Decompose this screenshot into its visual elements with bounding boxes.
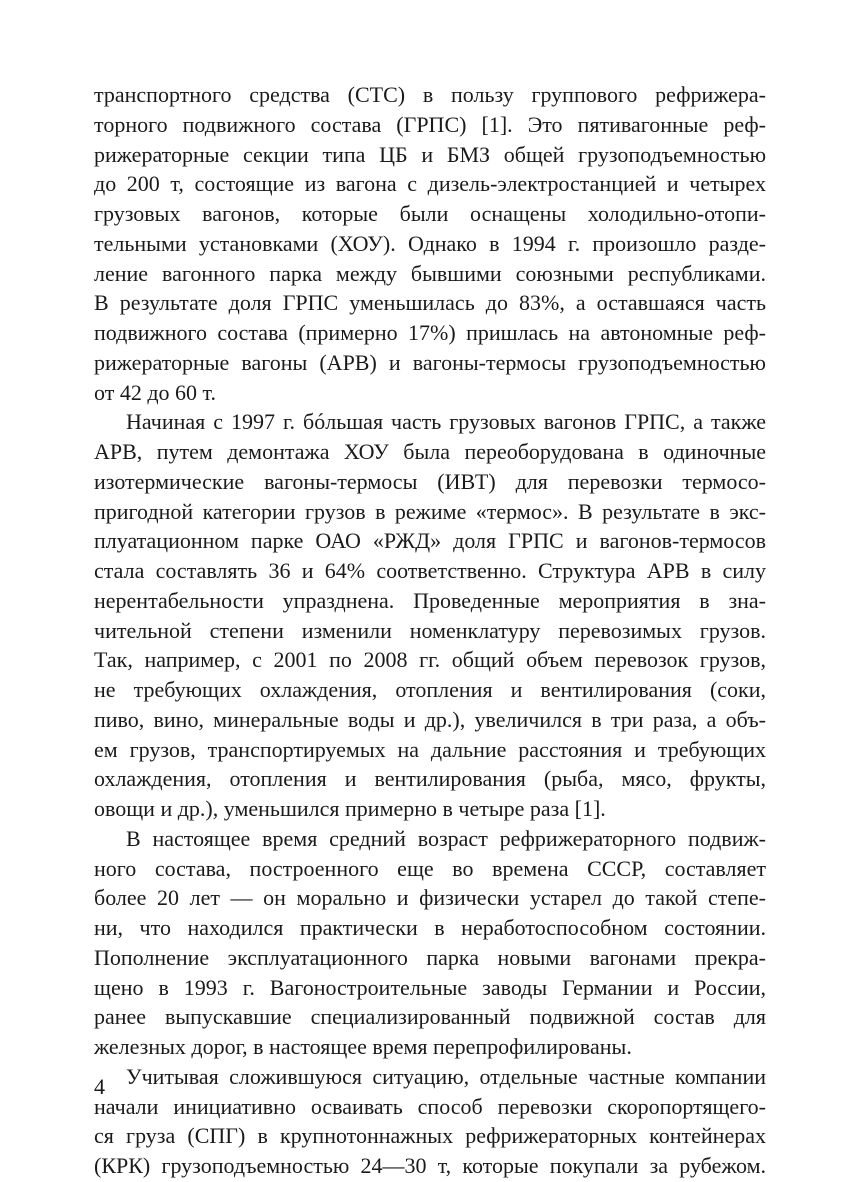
paragraph xyxy=(94,407,766,824)
text-line: пиво, вино, минеральные воды и др.), увеличился в три раза, а объ- xyxy=(94,706,766,732)
text-line: (КРК) грузоподъемностью 24—30 т, которые покупали за рубежом. xyxy=(94,1153,766,1178)
text-line: железных дорог, в настоящее время перепрофилированы. xyxy=(94,1034,632,1059)
text-line: ление вагонного парка между бывшими союзными республиками. xyxy=(94,260,766,286)
paragraph xyxy=(94,824,766,1062)
text-line: чительной степени изменили номенклатуру перевозимых грузов. xyxy=(94,617,766,643)
text-line: начали инициативно осваивать способ перевозки скоропортящего- xyxy=(94,1093,766,1119)
page-number: 4 xyxy=(94,1074,105,1099)
text-line: нерентабельности упразднена. Проведенные мероприятия в зна- xyxy=(94,587,766,613)
text-line: стала составлять 36 и 64% соответственно. Структура АРВ в силу xyxy=(94,558,766,583)
text-line: ного состава, построенного еще во времена СССР, составляет xyxy=(94,855,766,881)
text-line: Учитывая сложившуюся ситуацию, отдельные частные компании xyxy=(126,1063,766,1089)
text-line: охлаждения, отопления и вентилирования (рыба, мясо, фрукты, xyxy=(94,766,766,792)
text-line: пригодной категории грузов в режиме «термос». В результате в экс- xyxy=(94,498,766,524)
text-line: не требующих охлаждения, отопления и вентилирования (соки, xyxy=(94,677,766,702)
text-line: от 42 до 60 т. xyxy=(94,379,216,405)
text-line: плуатационном парке ОАО «РЖД» доля ГРПС и вагонов-термосов xyxy=(94,528,766,554)
body-text xyxy=(94,80,766,1181)
text-line: рижераторные секции типа ЦБ и БМЗ общей грузоподъемностью xyxy=(94,141,766,167)
text-line: транспортного средства (СТС) в пользу группового рефрижера- xyxy=(94,82,766,107)
paragraph xyxy=(94,1062,766,1181)
text-line: Так, например, с 2001 по 2008 гг. общий объем перевозок грузов, xyxy=(94,647,766,673)
text-line: тельными установками (ХОУ). Однако в 1994 г. произошло разде- xyxy=(94,230,766,256)
text-line: Начиная с 1997 г. бóльшая часть грузовых вагонов ГРПС, а также xyxy=(126,409,766,435)
text-line: щено в 1993 г. Вагоностроительные заводы Германии и России, xyxy=(94,974,766,1000)
text-line: рижераторные вагоны (АРВ) и вагоны-термосы грузоподъемностью xyxy=(94,349,766,375)
text-line: овощи и др.), уменьшился примерно в четыре раза [1]. xyxy=(94,796,606,821)
text-line: ся груза (СПГ) в крупнотоннажных рефрижераторных контейнерах xyxy=(94,1123,766,1149)
text-line: АРВ, путем демонтажа ХОУ была переоборудована в одиночные xyxy=(94,439,766,464)
text-line: В результате доля ГРПС уменьшилась до 83%, а оставшаяся часть xyxy=(94,290,766,316)
text-line: Пополнение эксплуатационного парка новыми вагонами прекра- xyxy=(94,944,766,970)
text-line: изотермические вагоны-термосы (ИВТ) для перевозки термосо- xyxy=(94,468,766,494)
text-line: ем грузов, транспортируемых на дальние расстояния и требующих xyxy=(94,736,766,762)
text-line: В настоящее время средний возраст рефрижераторного подвиж- xyxy=(126,825,766,851)
text-line: более 20 лет — он морально и физически устарел до такой степе- xyxy=(94,885,766,911)
text-line: подвижного состава (примерно 17%) пришлась на автономные реф- xyxy=(94,320,766,345)
text-line: до 200 т, состоящие из вагона с дизель-электростанцией и четырех xyxy=(94,171,766,197)
paragraph xyxy=(94,80,766,407)
text-line: ни, что находился практически в неработоспособном состоянии. xyxy=(94,915,766,940)
text-line: грузовых вагонов, которые были оснащены холодильно-отопи- xyxy=(94,201,766,226)
text-line: торного подвижного состава (ГРПС) [1]. Это пятивагонные реф- xyxy=(94,111,766,137)
text-line: ранее выпускавшие специализированный подвижной состав для xyxy=(94,1004,766,1030)
